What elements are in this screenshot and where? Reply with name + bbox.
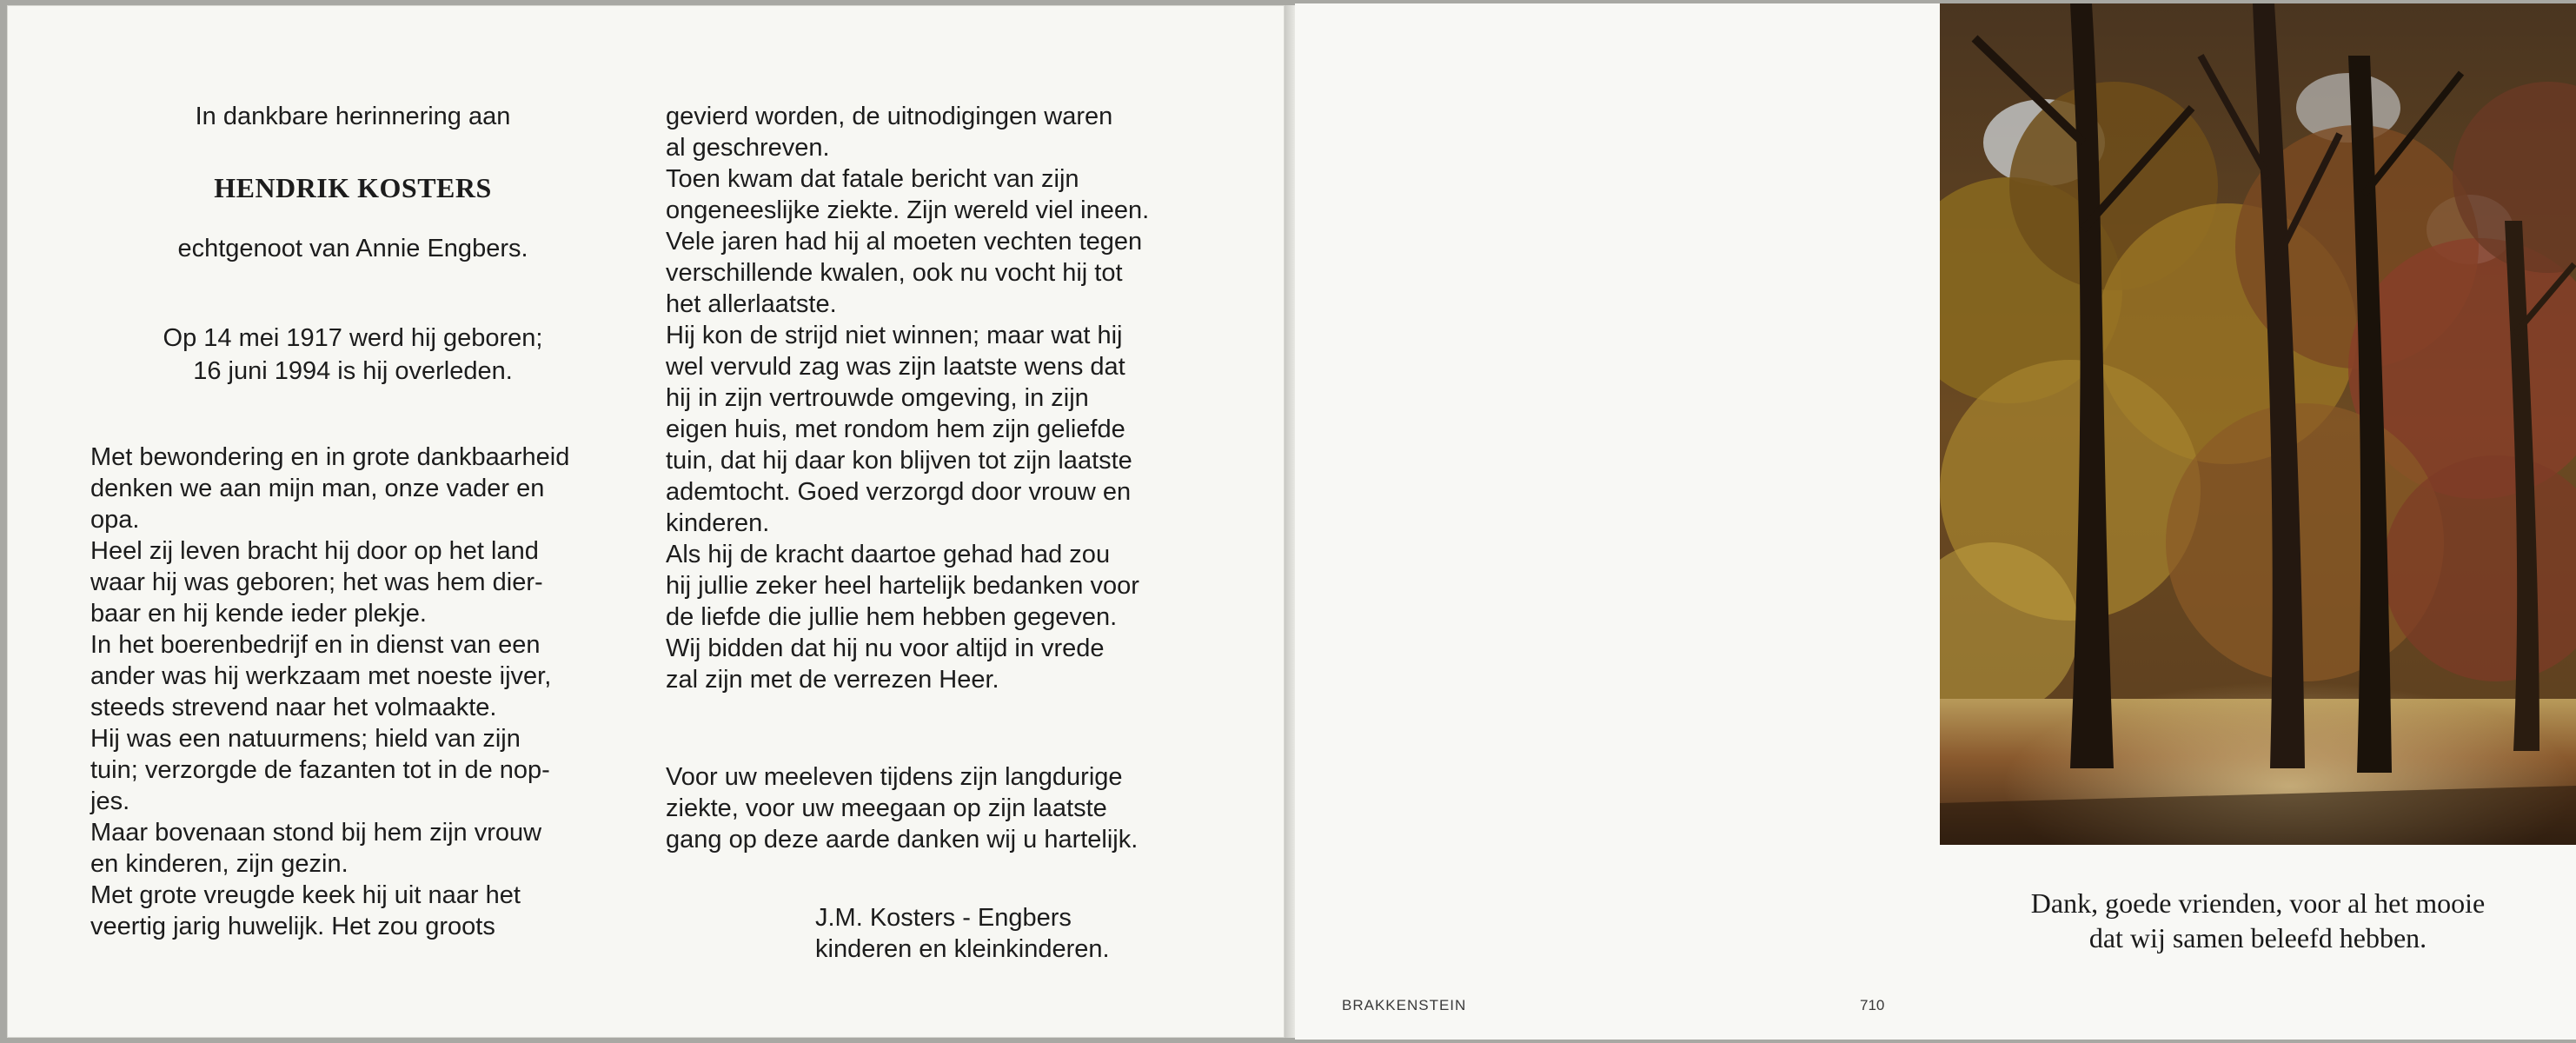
text-line: Met grote vreugde keek hij uit naar het — [90, 881, 521, 909]
text-line: hij in zijn vertrouwde omgeving, in zijn — [666, 384, 1089, 412]
text-line: Wij bidden dat hij nu voor altijd in vrede — [666, 634, 1105, 662]
cover-caption — [1940, 886, 2576, 955]
text-line: wel vervuld zag was zijn laatste wens dat — [666, 353, 1125, 381]
memorial-card-cover — [1295, 3, 2576, 1040]
text-line: steeds strevend naar het volmaakte. — [90, 694, 497, 721]
caption-line: Dank, goede vrienden, voor al het mooie — [2030, 887, 2486, 919]
text-line: en kinderen, zijn gezin. — [90, 850, 349, 878]
text-line: zal zijn met de verrezen Heer. — [666, 666, 999, 694]
text-line: eigen huis, met rondom hem zijn geliefde — [666, 415, 1125, 443]
signature-line: kinderen en kleinkinderen. — [815, 935, 1110, 963]
continuation-paragraph — [666, 101, 1238, 695]
text-line: Hij was een natuurmens; hield van zijn — [90, 725, 521, 753]
text-line: tuin; verzorgde de fazanten tot in de nop- — [90, 756, 550, 784]
text-line: Maar bovenaan stond bij hem zijn vrouw — [90, 819, 542, 847]
text-line: verschillende kwalen, ook nu vocht hij tot — [666, 259, 1123, 287]
spouse-line: echtgenoot van Annie Engbers. — [177, 235, 528, 262]
tribute-paragraph — [90, 442, 615, 942]
death-line: 16 juni 1994 is hij overleden. — [193, 357, 513, 385]
intro-text: In dankbare herinnering aan — [195, 103, 511, 130]
text-line: Hij kon de strijd niet winnen; maar wat hij — [666, 322, 1123, 349]
memorial-card-inner-pages — [7, 5, 1285, 1038]
text-line: waar hij was geboren; het was hem dier- — [90, 568, 543, 596]
text-line: Vele jaren had hij al moeten vechten tegen — [666, 228, 1143, 256]
family-signature — [815, 902, 1238, 965]
text-line: ademtocht. Goed verzorgd door vrouw en — [666, 478, 1132, 506]
text-line: ziekte, voor uw meegaan op zijn laatste — [666, 794, 1107, 822]
text-line: gevierd worden, de uitnodigingen waren — [666, 103, 1113, 130]
text-line: In het boerenbedrijf en in dienst van een — [90, 631, 541, 659]
text-line: Heel zij leven bracht hij door op het land — [90, 537, 539, 565]
publisher-brand: BRAKKENSTEIN — [1342, 997, 1467, 1013]
text-line: jes. — [90, 787, 130, 815]
caption-line: dat wij samen beleefd hebben. — [2088, 922, 2427, 953]
text-line: gang op deze aarde danken wij u hartelijk. — [666, 826, 1139, 854]
text-line: het allerlaatste. — [666, 290, 837, 318]
text-line: opa. — [90, 506, 140, 534]
text-line: Als hij de kracht daartoe gehad had zou — [666, 541, 1111, 568]
text-line: kinderen. — [666, 509, 770, 537]
text-line: al geschreven. — [666, 134, 830, 162]
card-fold-edge — [1285, 5, 1295, 1038]
memorial-page-right — [666, 101, 1238, 965]
text-line: de liefde die jullie hem hebben gegeven. — [666, 603, 1118, 631]
text-line: denken we aan mijn man, onze vader en — [90, 475, 545, 502]
birth-line: Op 14 mei 1917 werd hij geboren; — [163, 324, 543, 352]
text-line: ander was hij werkzaam met noeste ijver, — [90, 662, 552, 690]
autumn-forest-photo — [1940, 3, 2576, 845]
text-line: hij jullie zeker heel hartelijk bedanken voor — [666, 572, 1139, 600]
text-line: Toen kwam dat fatale bericht van zijn — [666, 165, 1079, 193]
text-line: baar en hij kende ieder plekje. — [90, 600, 427, 628]
text-line: Voor uw meeleven tijdens zijn langdurige — [666, 763, 1123, 791]
text-line: tuin, dat hij daar kon blijven tot zijn laatste — [666, 447, 1132, 475]
text-line: ongeneeslijke ziekte. Zijn wereld viel ineen. — [666, 196, 1150, 224]
text-line: veertig jarig huwelijk. Het zou groots — [90, 913, 495, 940]
memorial-page-left — [90, 101, 615, 942]
forest-illustration — [1940, 3, 2576, 845]
card-code: 710 — [1860, 997, 1885, 1013]
deceased-name: HENDRIK KOSTERS — [214, 172, 492, 203]
thanks-paragraph — [666, 761, 1238, 855]
life-dates — [90, 322, 615, 388]
text-line: Met bewondering en in grote dankbaarheid — [90, 443, 570, 471]
signature-line: J.M. Kosters - Engbers — [815, 904, 1072, 932]
